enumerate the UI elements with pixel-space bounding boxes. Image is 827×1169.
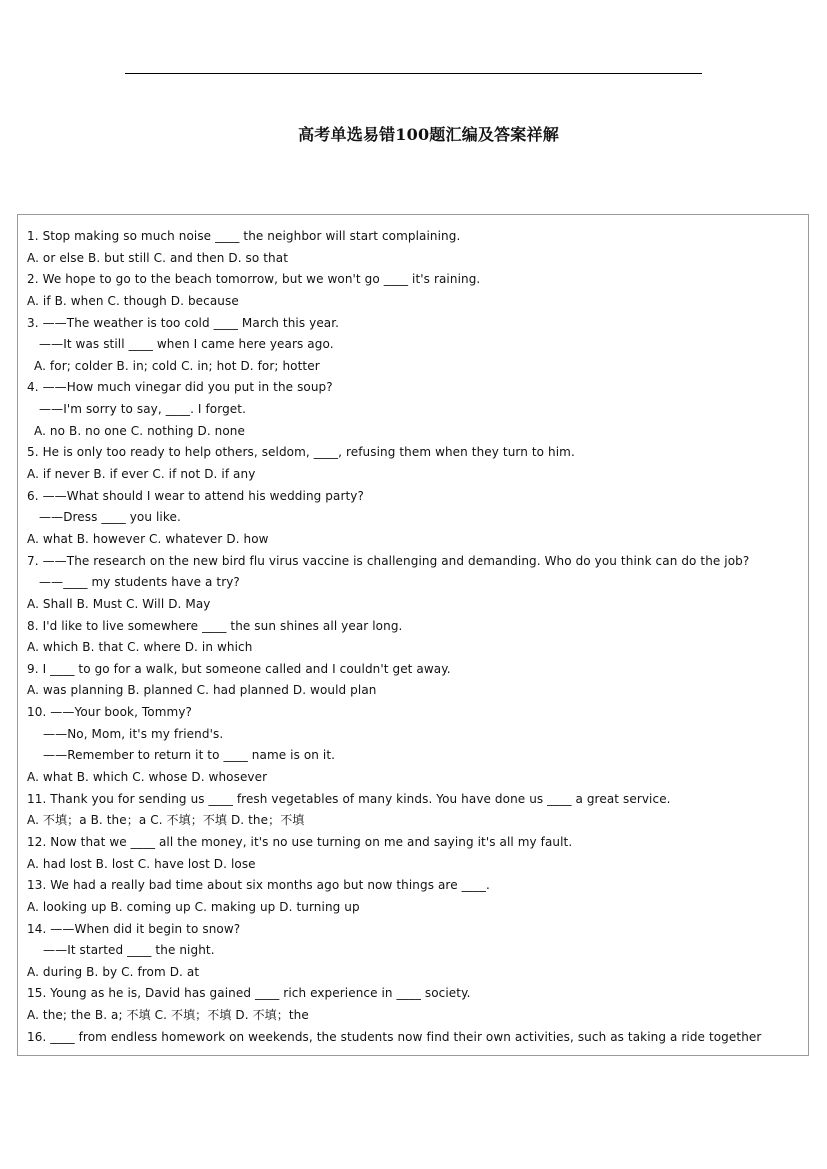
dialogue-line: ——Dress ____ you like. [39,510,181,525]
question-stem: 11. Thank you for sending us ____ fresh vegetables of many kinds. You have done us ____ a great service. [27,791,671,806]
question-stem: 14. ——When did it begin to snow? [27,921,241,936]
dialogue-line: ——____ my students have a try? [39,575,240,590]
question-stem: 8. I'd like to live somewhere ____ the sun shines all year long. [27,618,403,633]
question-stem: 12. Now that we ____ all the money, it's no use turning on me and saying it's all my fault. [27,834,573,849]
question-stem: 5. He is only too ready to help others, seldom, ____, refusing them when they turn to him. [27,445,575,460]
question-stem: 1. Stop making so much noise ____ the neighbor will start complaining. [27,229,461,243]
dialogue-line: ——It was still ____ when I came here years ago. [39,337,334,352]
question-stem: 4. ——How much vinegar did you put in the soup? [27,380,333,395]
question-stem: 10. ——Your book, Tommy? [27,705,192,720]
answer-options: A. what B. which C. whose D. whosever [27,770,268,785]
answer-options: A. if B. when C. though D. because [27,293,239,308]
question-stem: 6. ——What should I wear to attend his wedding party? [27,488,364,503]
answer-options: A. had lost B. lost C. have lost D. lose [27,856,256,871]
question-stem: 15. Young as he is, David has gained ____ rich experience in ____ society. [27,986,471,1001]
question-stem: 16. ____ from endless homework on weekends, the students now find their own activities, such as taking a ride together [27,1029,762,1044]
answer-options: A. what B. however C. whatever D. how [27,531,269,546]
answer-options: A. if never B. if ever C. if not D. if any [27,467,256,482]
answer-options: A. was planning B. planned C. had planned D. would plan [27,683,377,698]
dialogue-line: ——I'm sorry to say, ____. I forget. [39,402,246,417]
question-box [17,214,809,1056]
document-title: 高考单选易错100题汇编及答案祥解 [298,125,559,144]
question-stem: 9. I ____ to go for a walk, but someone called and I couldn't get away. [27,661,451,676]
answer-options: A. 不填；a B. the；a C. 不填；不填 D. the；不填 [27,813,305,828]
dialogue-line: ——No, Mom, it's my friend's. [43,726,224,741]
answer-options: A. which B. that C. where D. in which [27,640,253,655]
dialogue-line: ——Remember to return it to ____ name is on it. [43,748,336,763]
answer-options: A. no B. no one C. nothing D. none [34,423,245,438]
answer-options: A. for; colder B. in; cold C. in; hot D. for; hotter [34,358,320,373]
answer-options: A. looking up B. coming up C. making up D. turning up [27,899,360,914]
answer-options: A. or else B. but still C. and then D. so that [27,250,289,265]
question-list [27,226,802,1048]
question-stem: 2. We hope to go to the beach tomorrow, but we won't go ____ it's raining. [27,272,481,287]
question-stem: 13. We had a really bad time about six months ago but now things are ____. [27,878,490,893]
header-rule [125,73,702,74]
question-stem: 7. ——The research on the new bird flu virus vaccine is challenging and demanding. Who do you think can do the job? [27,553,750,568]
answer-options: A. the; the B. a; 不填 C. 不填；不填 D. 不填；the [27,1008,309,1023]
answer-options: A. Shall B. Must C. Will D. May [27,596,211,611]
dialogue-line: ——It started ____ the night. [43,943,215,958]
answer-options: A. during B. by C. from D. at [27,964,200,979]
question-stem: 3. ——The weather is too cold ____ March this year. [27,315,340,330]
